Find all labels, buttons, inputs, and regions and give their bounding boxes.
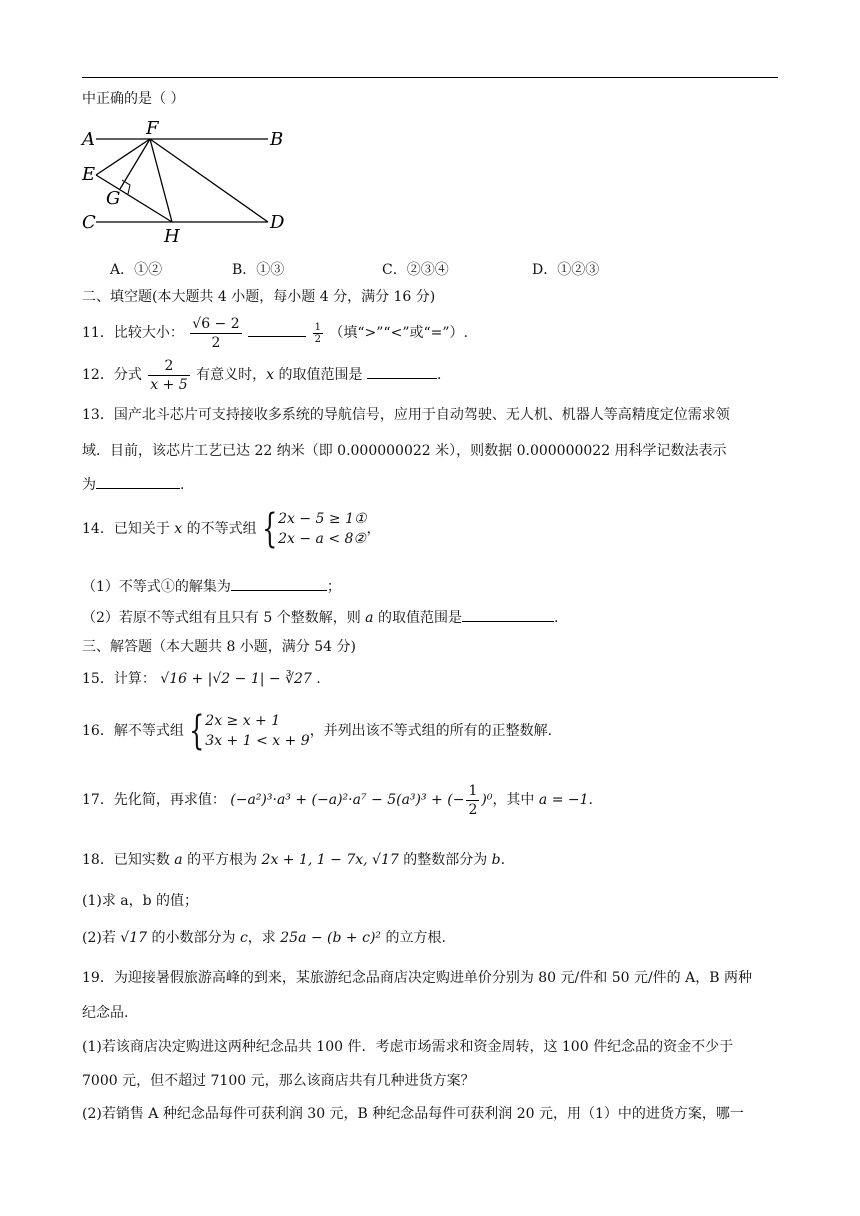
option-b[interactable]: B．①③ — [232, 262, 285, 278]
q11-num: √6 − 2 — [192, 315, 240, 332]
q11-half — [313, 322, 323, 345]
q11-den: 2 — [211, 334, 221, 351]
q17-fraction — [466, 782, 479, 819]
q18-sub2-prefix: (2)若 — [82, 930, 116, 946]
q14-system — [278, 509, 366, 549]
q13-line2: 域．目前，该芯片工艺已达 22 纳米（即 0.000000022 米），则数据 0.000000022 用科学记数法表示 — [82, 443, 727, 459]
q11-fraction — [190, 315, 241, 352]
q14-sub1-blank[interactable] — [231, 576, 327, 591]
q14-sub2-prefix: （2）若原不等式组有且只有 5 个整数解，则 — [82, 610, 361, 626]
q19-line1: 19．为迎接暑假旅游高峰的到来，某旅游纪念品商店决定购进单价分别为 80 元/件和 50 元/件的 A，B 两种 — [82, 970, 752, 986]
q19-sub1-line2: 7000 元，但不超过 7100 元，那么该商店共有几种进货方案？ — [82, 1073, 475, 1089]
label-C: C — [82, 212, 96, 233]
q14-sub2 — [82, 607, 558, 628]
q17-end: . — [588, 792, 593, 808]
q11-prefix: 11．比较大小： — [82, 325, 184, 341]
q14-sub2-end: . — [553, 610, 559, 626]
q12-var: x — [266, 367, 275, 383]
q12 — [82, 355, 441, 395]
label-G: G — [106, 188, 121, 209]
q18-prefix: 18．已知实数 — [82, 852, 170, 868]
q15-prefix: 15．计算： — [82, 671, 156, 687]
q17-frac-den: 2 — [468, 801, 478, 818]
option-a[interactable]: A．①② — [110, 262, 163, 278]
q12-mid: 有意义时， — [196, 367, 267, 383]
q13-end: . — [180, 477, 185, 493]
q11-blank[interactable] — [248, 322, 306, 337]
q17-suffix: ，其中 — [492, 792, 535, 808]
q14-sub1 — [82, 576, 341, 597]
section3-heading: 三、解答题（本大题共 8 小题，满分 54 分) — [82, 639, 356, 655]
label-A: A — [82, 129, 95, 150]
q16-eq1: 2x ≥ x + 1 — [205, 713, 281, 729]
q18-sub2 — [82, 928, 446, 948]
q14-sub2-var: a — [365, 610, 374, 626]
q14-brace: { — [261, 506, 278, 552]
header-rule — [82, 77, 778, 78]
q18-expr: 2x + 1, 1 − 7x, √17 — [261, 852, 399, 868]
q16-system — [205, 711, 309, 751]
q18-var-a: a — [174, 852, 183, 868]
q11 — [82, 313, 468, 353]
q13-line3 — [82, 474, 184, 495]
q17-prefix: 17．先化简，再求值： — [82, 792, 226, 808]
q16-prefix: 16．解不等式组 — [82, 723, 184, 739]
q18-sub2-mid2: ，求 — [247, 930, 276, 946]
label-D: D — [270, 212, 285, 233]
q14-sub2-blank[interactable] — [462, 607, 554, 622]
q16-suffix: ，并列出该不等式组的所有的正整数解. — [309, 723, 553, 739]
q18-sub2-var: c — [239, 930, 248, 946]
q10-stem: 中正确的是（ ） — [82, 91, 185, 107]
label-B: B — [270, 129, 284, 150]
q14-comma: ， — [366, 521, 381, 537]
q14-sub1-end: ； — [326, 579, 341, 595]
q14-sub2-mid: 的取值范围是 — [377, 610, 462, 626]
q13-line1: 13．国产北斗芯片可支持接收多系统的导航信号，应用于自动驾驶、无人机、机器人等高精度定位需求领 — [82, 407, 730, 423]
q14-eq1: 2x − 5 ≥ 1① — [278, 511, 367, 527]
q18-mid2: 的整数部分为 — [403, 852, 488, 868]
q11-half-den: 2 — [314, 333, 321, 345]
q14-eq2: 2x − a < 8② — [278, 531, 366, 547]
q16-eq2: 3x + 1 < x + 9 — [205, 733, 310, 749]
q17 — [82, 780, 593, 820]
option-d[interactable]: D．①②③ — [532, 262, 600, 278]
q18-sub2-expr2: 25a − (b + c)² — [280, 930, 382, 946]
q18-sub2-expr1: √17 — [120, 930, 148, 946]
q12-fraction — [148, 357, 189, 394]
q14-mid: 的不等式组 — [186, 521, 257, 537]
q16-brace: { — [188, 708, 205, 754]
q14-prefix: 14．已知关于 — [82, 521, 170, 537]
section2-heading: 二、填空题(本大题共 4 小题，每小题 4 分，满分 16 分) — [82, 289, 436, 305]
q14 — [82, 506, 381, 552]
q15 — [82, 669, 321, 689]
q18-var-b: b — [491, 852, 501, 868]
q12-suffix: 的取值范围是 — [278, 367, 363, 383]
q12-blank[interactable] — [367, 364, 437, 379]
label-E: E — [82, 164, 96, 185]
q15-expr: √16 + |√2 − 1| − ∛27 — [160, 671, 312, 687]
q18-sub2-mid: 的小数部分为 — [151, 930, 236, 946]
q13-line3-prefix: 为 — [82, 477, 96, 493]
q12-num: 2 — [148, 357, 189, 376]
q18-sub2-end: 的立方根. — [385, 930, 446, 946]
q14-sub1-prefix: （1）不等式①的解集为 — [82, 579, 231, 595]
q18 — [82, 850, 505, 870]
q11-suffix: （填“>”“<”或“=”）. — [329, 325, 468, 341]
geometry-figure — [78, 118, 298, 248]
q18-sub1: (1)求 a，b 的值； — [82, 893, 199, 909]
q19-sub2-line1: (2)若销售 A 种纪念品每件可获利润 30 元，B 种纪念品每件可获利润 20 元，用（1）中的进货方案，哪一 — [82, 1106, 744, 1122]
label-F: F — [146, 118, 159, 139]
q17-exp0: )⁰ — [481, 792, 493, 808]
q12-den: x + 5 — [150, 376, 188, 393]
q19-sub1-line1: (1)若该商店决定购进这两种纪念品共 100 件．考虑市场需求和资金周转，这 100 件纪念品的资金不少于 — [82, 1039, 734, 1055]
q15-end: . — [316, 671, 321, 687]
q19-line2: 纪念品. — [82, 1005, 129, 1021]
q17-frac-num: 1 — [468, 782, 478, 799]
q11-half-num: 1 — [314, 321, 321, 333]
q18-mid: 的平方根为 — [187, 852, 258, 868]
option-c[interactable]: C．②③④ — [382, 262, 449, 278]
q17-expr: (−a²)³·a³ + (−a)²·a⁷ − 5(a³)³ + (− — [230, 792, 465, 808]
q17-cond: a = −1 — [538, 792, 589, 808]
q18-end: . — [500, 852, 506, 868]
q12-prefix: 12．分式 — [82, 367, 142, 383]
q13-blank[interactable] — [96, 474, 180, 489]
q16 — [82, 708, 553, 754]
q14-var: x — [174, 521, 183, 537]
q12-end: . — [436, 367, 442, 383]
label-H: H — [164, 226, 180, 247]
